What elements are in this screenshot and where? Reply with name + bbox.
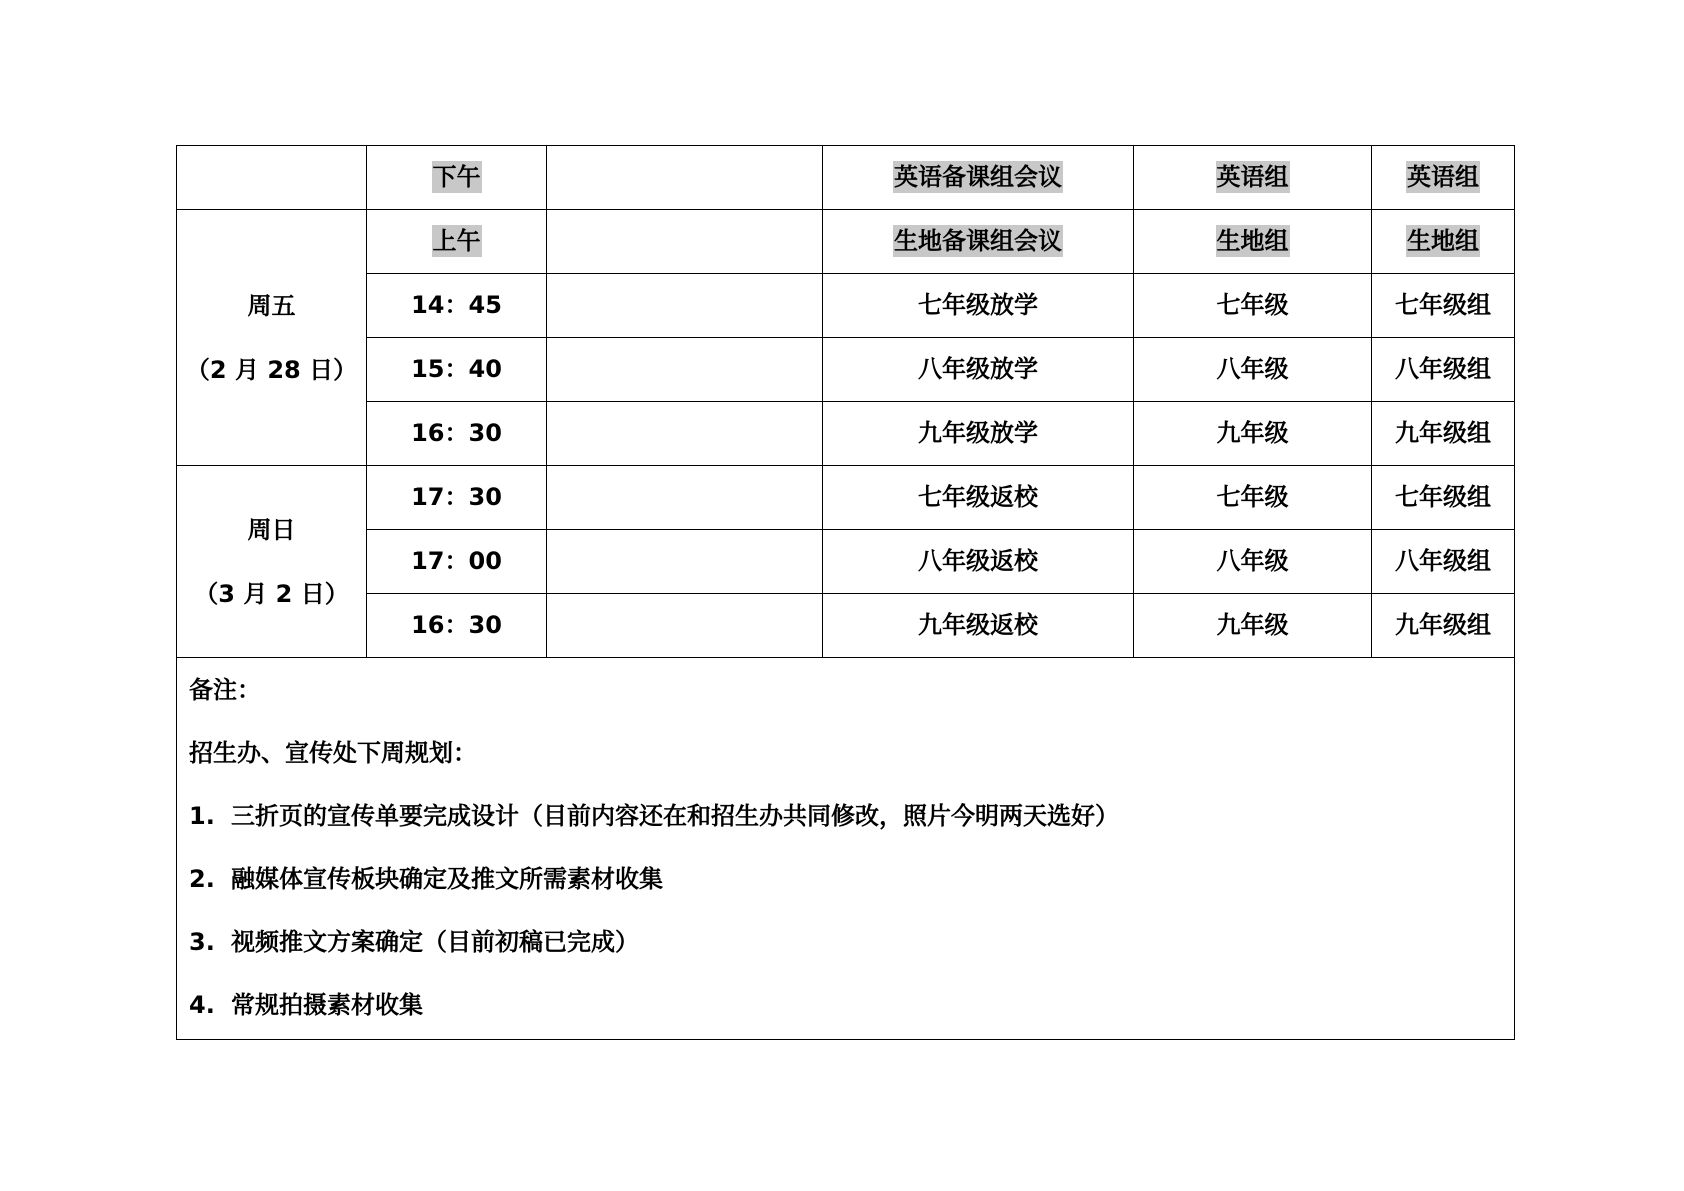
time-cell: 16：30: [367, 594, 547, 658]
note-item: [189, 861, 1514, 924]
blank-cell: [547, 338, 823, 402]
table-row: [177, 402, 1515, 466]
note-item: [189, 987, 1514, 1023]
owner-cell: [1372, 146, 1515, 210]
target-cell: 八年级: [1134, 338, 1372, 402]
note-item: [189, 798, 1514, 861]
table-row: [177, 338, 1515, 402]
time-cell: [367, 146, 547, 210]
note-number: 2.: [189, 865, 215, 893]
document-page: [176, 145, 1514, 1040]
blank-cell: [547, 402, 823, 466]
target-cell: 九年级: [1134, 594, 1372, 658]
owner-cell: 九年级组: [1372, 402, 1515, 466]
owner-cell: 七年级组: [1372, 466, 1515, 530]
day-name: 周日: [247, 515, 296, 544]
activity-cell: 七年级返校: [823, 466, 1134, 530]
blank-cell: [547, 274, 823, 338]
note-number: 1.: [189, 802, 215, 830]
owner-text: 英语组: [1407, 163, 1479, 192]
target-cell: 七年级: [1134, 466, 1372, 530]
table-row: [177, 274, 1515, 338]
notes-label: 备注：: [189, 676, 261, 704]
note-text: 融媒体宣传板块确定及推文所需素材收集: [231, 865, 663, 893]
notes-row: [177, 658, 1515, 1040]
schedule-table: [176, 145, 1515, 1040]
time-text: 上午: [432, 227, 481, 256]
activity-cell: 八年级放学: [823, 338, 1134, 402]
activity-cell: 九年级返校: [823, 594, 1134, 658]
note-text: 常规拍摄素材收集: [231, 991, 423, 1019]
time-cell: 17：30: [367, 466, 547, 530]
blank-cell: [547, 466, 823, 530]
owner-text: 生地组: [1407, 227, 1479, 256]
activity-cell: 八年级返校: [823, 530, 1134, 594]
activity-cell: 七年级放学: [823, 274, 1134, 338]
owner-cell: 八年级组: [1372, 338, 1515, 402]
notes-heading: 招生办、宣传处下周规划：: [189, 739, 477, 767]
time-cell: 16：30: [367, 402, 547, 466]
target-text: 生地组: [1216, 227, 1289, 256]
note-number: 3.: [189, 928, 215, 956]
day-date: （3 月 2 日）: [194, 579, 349, 608]
note-text: 视频推文方案确定（目前初稿已完成）: [231, 928, 639, 956]
blank-cell: [547, 210, 823, 274]
blank-cell: [547, 146, 823, 210]
time-cell: [367, 210, 547, 274]
note-text: 三折页的宣传单要完成设计（目前内容还在和招生办共同修改，照片今明两天选好）: [231, 802, 1119, 830]
table-row: [177, 146, 1515, 210]
table-row: [177, 594, 1515, 658]
time-cell: 17：00: [367, 530, 547, 594]
table-row: [177, 210, 1515, 274]
day-cell-empty: [177, 146, 367, 210]
time-cell: 15：40: [367, 338, 547, 402]
activity-text: 英语备课组会议: [894, 163, 1062, 192]
notes-cell: [177, 658, 1515, 1040]
blank-cell: [547, 530, 823, 594]
table-row: [177, 530, 1515, 594]
activity-text: 生地备课组会议: [894, 227, 1062, 256]
owner-cell: 七年级组: [1372, 274, 1515, 338]
day-name: 周五: [247, 291, 296, 320]
notes-block: [189, 658, 1514, 1039]
owner-cell: 九年级组: [1372, 594, 1515, 658]
time-text: 下午: [432, 163, 481, 192]
blank-cell: [547, 594, 823, 658]
time-cell: 14：45: [367, 274, 547, 338]
day-cell-friday: [177, 210, 367, 466]
activity-cell: 九年级放学: [823, 402, 1134, 466]
target-cell: [1134, 146, 1372, 210]
target-cell: 九年级: [1134, 402, 1372, 466]
table-row: [177, 466, 1515, 530]
target-text: 英语组: [1216, 163, 1289, 192]
note-number: 4.: [189, 991, 215, 1019]
activity-cell: [823, 146, 1134, 210]
target-cell: 七年级: [1134, 274, 1372, 338]
target-cell: [1134, 210, 1372, 274]
day-date: （2 月 28 日）: [185, 355, 358, 384]
day-cell-sunday: [177, 466, 367, 658]
target-cell: 八年级: [1134, 530, 1372, 594]
owner-cell: [1372, 210, 1515, 274]
note-item: [189, 924, 1514, 987]
owner-cell: 八年级组: [1372, 530, 1515, 594]
activity-cell: [823, 210, 1134, 274]
